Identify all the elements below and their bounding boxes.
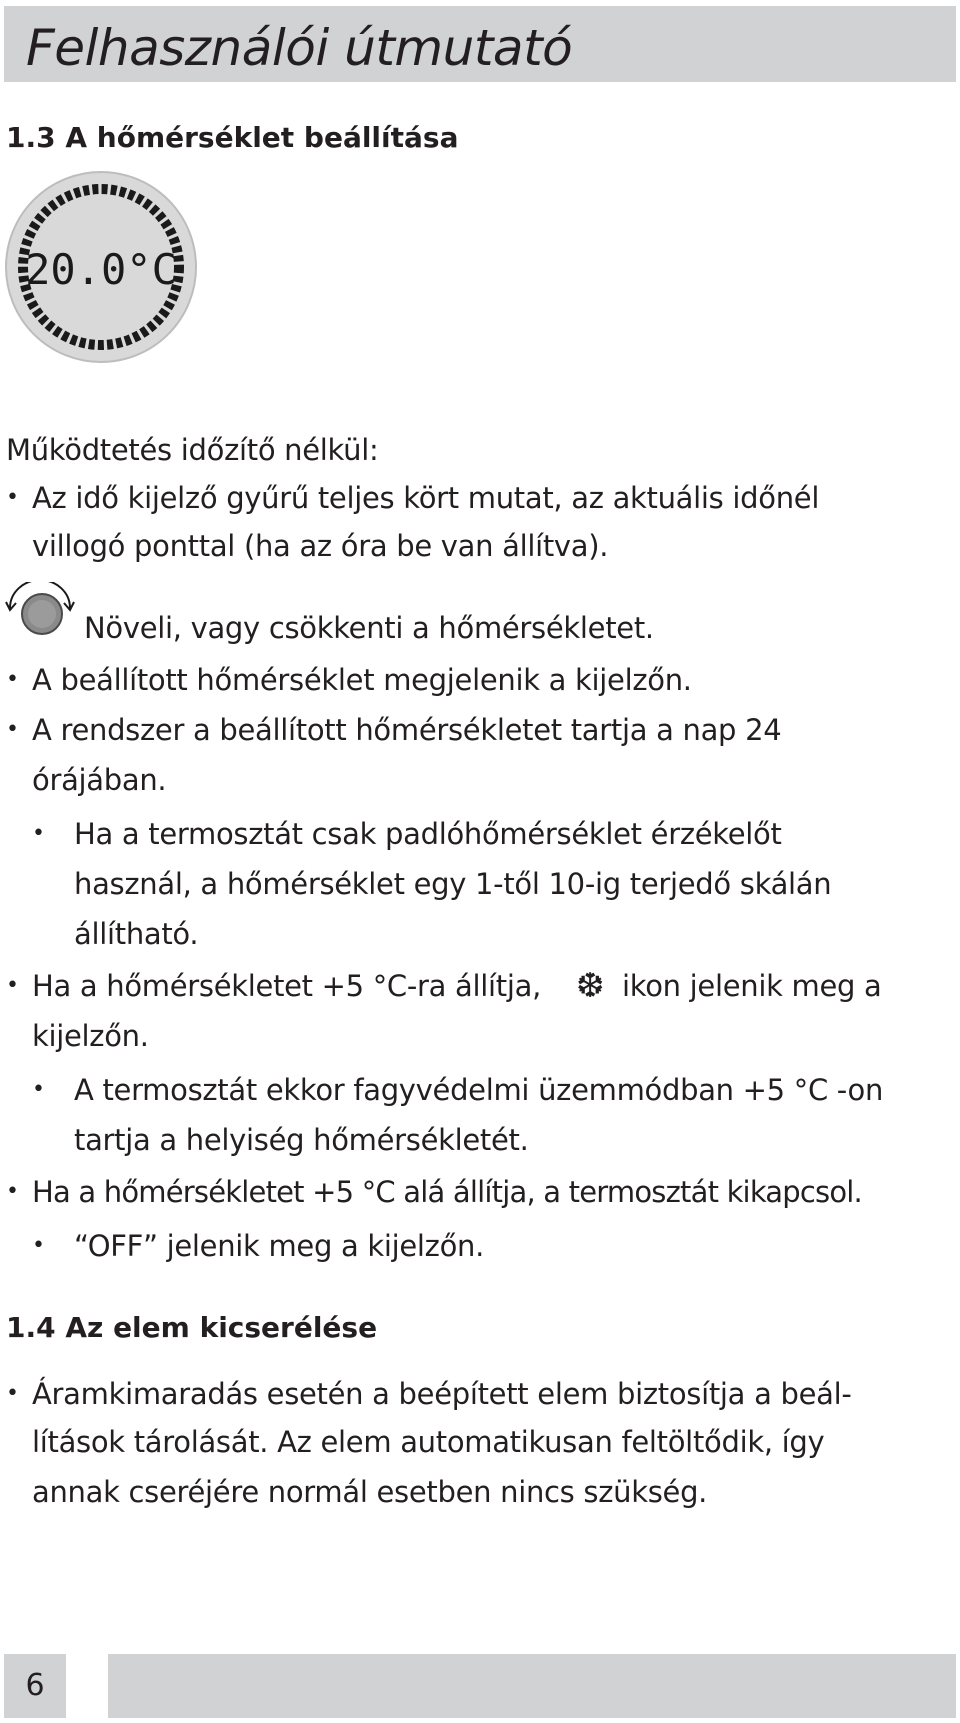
bullet: •: [6, 973, 19, 998]
thermostat-display-illustration: [4, 170, 198, 364]
section-heading-1-4: 1.4 Az elem kicserélése: [6, 1311, 378, 1344]
snowflake-icon: ❆: [576, 966, 605, 1006]
sub-list-item: tartja a helyiség hőmérsékletét.: [74, 1123, 529, 1157]
sub-bullet: •: [32, 1233, 45, 1258]
intro-line: Működtetés időzítő nélkül:: [6, 433, 379, 467]
knob-description: Növeli, vagy csökkenti a hőmérsékletet.: [84, 611, 654, 645]
bullet: •: [6, 1381, 19, 1406]
list-item: Áramkimaradás esetén a beépített elem biztosítja a beál-: [32, 1377, 852, 1411]
list-item: órájában.: [32, 763, 167, 797]
display-reading: 20.0°C: [25, 245, 177, 294]
footer-bar: [108, 1654, 956, 1718]
sub-list-item: A termosztát ekkor fagyvédelmi üzemmódban +5 °C -on: [74, 1073, 884, 1107]
list-item: A rendszer a beállított hőmérsékletet tartja a nap 24: [32, 713, 782, 747]
section-heading-1-3: 1.3 A hőmérséklet beállítása: [6, 121, 459, 154]
list-item: annak cseréjére normál esetben nincs szükség.: [32, 1475, 708, 1509]
list-item: ikon jelenik meg a: [622, 969, 882, 1003]
bullet: •: [6, 485, 19, 510]
list-item: Ha a hőmérsékletet +5 °C alá állítja, a termosztát kikapcsol.: [32, 1175, 862, 1209]
list-item: lítások tárolását. Az elem automatikusan feltöltődik, így: [32, 1425, 825, 1459]
bullet: •: [6, 1179, 19, 1204]
list-item: kijelzőn.: [32, 1019, 149, 1053]
bullet: •: [6, 667, 19, 692]
list-item: Az idő kijelző gyűrű teljes kört mutat, az aktuális időnél: [32, 481, 820, 515]
header-bar: [4, 6, 956, 82]
list-item: villogó ponttal (ha az óra be van állítva).: [32, 529, 609, 563]
sub-list-item: állítható.: [74, 917, 199, 951]
rotary-knob-icon: [4, 582, 76, 642]
list-item: A beállított hőmérséklet megjelenik a kijelzőn.: [32, 663, 692, 697]
page-title: Felhasználói útmutató: [26, 19, 573, 77]
bullet: •: [6, 717, 19, 742]
sub-list-item: használ, a hőmérséklet egy 1-től 10-ig terjedő skálán: [74, 867, 832, 901]
page-number: 6: [4, 1654, 66, 1718]
sub-list-item: Ha a termosztát csak padlóhőmérséklet érzékelőt: [74, 817, 782, 851]
sub-list-item: “OFF” jelenik meg a kijelzőn.: [74, 1229, 485, 1263]
sub-bullet: •: [32, 821, 45, 846]
sub-bullet: •: [32, 1077, 45, 1102]
list-item: Ha a hőmérsékletet +5 °C-ra állítja,: [32, 969, 542, 1003]
